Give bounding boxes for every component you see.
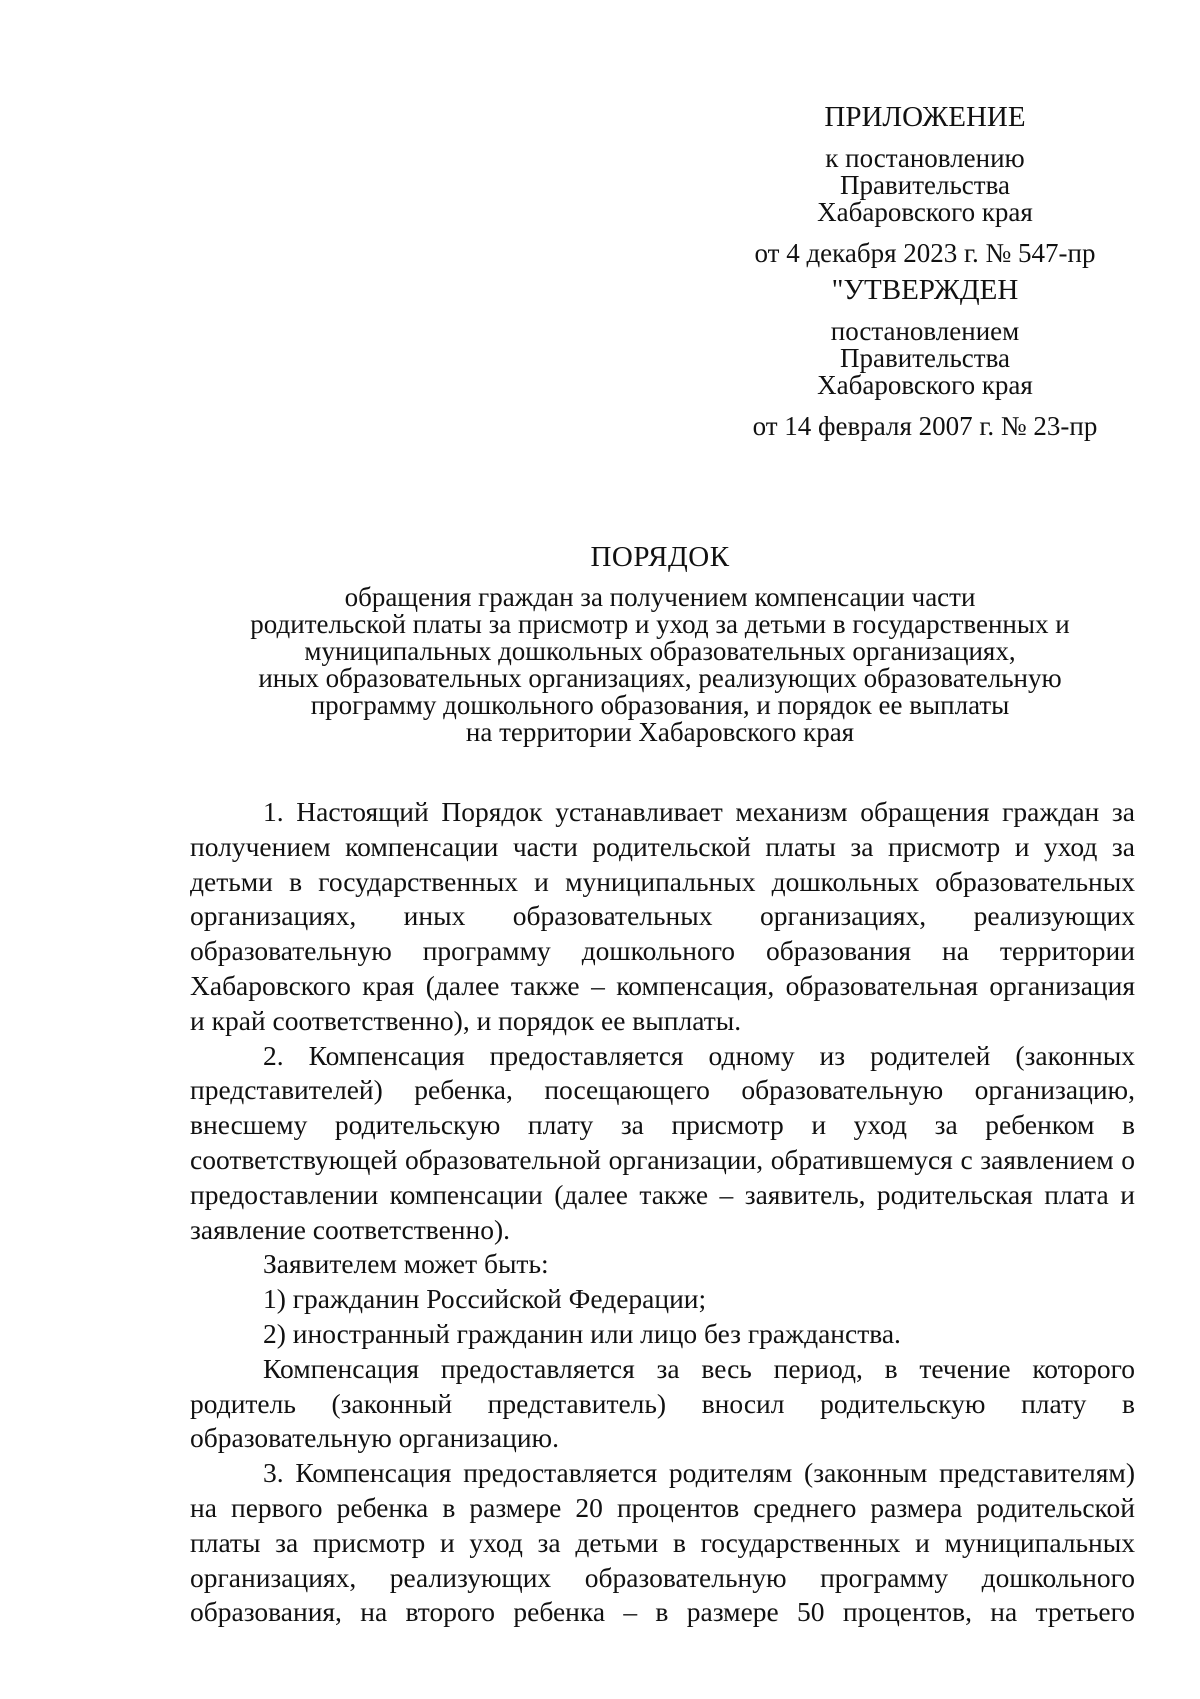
to-resolution-line-3: Хабаровского края [817, 197, 1033, 227]
body-line: и край соответственно), и порядок ее выплаты. [190, 1004, 742, 1036]
body-line: 2) иностранный гражданин или лицо без гражданства. [263, 1317, 901, 1349]
body-line: образования, на второго ребенка – в размере 50 процентов, на третьего [190, 1596, 1135, 1628]
body-line: заявление соответственно). [190, 1213, 510, 1245]
title-line: программу дошкольного образования, и порядок ее выплаты [310, 690, 1010, 720]
title-main: ПОРЯДОК [590, 541, 730, 573]
body-line: образовательную программу дошкольного образования на территории [190, 935, 1135, 967]
document-header [735, 101, 1115, 441]
body-line: детьми в государственных и муниципальных дошкольных образовательных [190, 865, 1135, 897]
body-line: представителей) ребенка, посещающего образовательную организацию, [190, 1074, 1135, 1106]
body-line: родитель (законный представитель) вносил родительскую плату в [190, 1387, 1135, 1419]
body-line: Компенсация предоставляется за весь период, в течение которого [263, 1352, 1135, 1384]
body-line: предоставлении компенсации (далее также – заявитель, родительская плата и [190, 1178, 1135, 1210]
body-line: 1) гражданин Российской Федерации; [263, 1283, 707, 1315]
body-line: Заявителем может быть: [263, 1248, 549, 1280]
to-resolution-line-1: к постановлению [825, 143, 1025, 173]
by-resolution-line-1: постановлением [830, 316, 1020, 346]
by-resolution-line-3: Хабаровского края [817, 370, 1033, 400]
to-resolution-line-2: Правительства [840, 170, 1010, 200]
body-line: получением компенсации части родительской платы за присмотр и уход за [190, 830, 1135, 862]
appendix-label: ПРИЛОЖЕНИЕ [824, 101, 1026, 133]
body-line: платы за присмотр и уход за детьми в государственных и муниципальных [190, 1526, 1135, 1558]
title-line: на территории Хабаровского края [465, 717, 855, 747]
body-line: внесшему родительскую плату за присмотр и уход за ребенком в [190, 1109, 1135, 1141]
body-line: соответствующей образовательной организации, обратившемуся с заявлением о [190, 1143, 1135, 1175]
title-line: муниципальных дошкольных образовательных организациях, [304, 636, 1016, 666]
body-line: Хабаровского края (далее также – компенсация, образовательная организация [190, 969, 1135, 1001]
body-line: организациях, реализующих образовательную программу дошкольного [190, 1561, 1135, 1593]
body-line: 1. Настоящий Порядок устанавливает механизм обращения граждан за [263, 796, 1135, 827]
resolution-date-1: от 4 декабря 2023 г. № 547-пр [754, 238, 1096, 268]
title-line: иных образовательных организациях, реализующих образовательную [258, 663, 1062, 693]
body-line: 2. Компенсация предоставляется одному из родителей (законных [263, 1039, 1135, 1071]
title-line: обращения граждан за получением компенсации части [344, 582, 976, 612]
body-line: 3. Компенсация предоставляется родителям (законным представителям) [263, 1457, 1135, 1489]
body-line: на первого ребенка в размере 20 процентов среднего размера родительской [190, 1491, 1135, 1523]
approved-label: "УТВЕРЖДЕН [831, 274, 1019, 306]
by-resolution-line-2: Правительства [840, 343, 1010, 373]
title-line: родительской платы за присмотр и уход за детьми в государственных и [250, 609, 1070, 639]
document-body [190, 795, 1135, 1630]
body-line: образовательную организацию. [190, 1422, 559, 1454]
resolution-date-2: от 14 февраля 2007 г. № 23-пр [752, 411, 1098, 441]
document-title [150, 542, 1170, 746]
body-line: организациях, иных образовательных организациях, реализующих [190, 900, 1135, 932]
